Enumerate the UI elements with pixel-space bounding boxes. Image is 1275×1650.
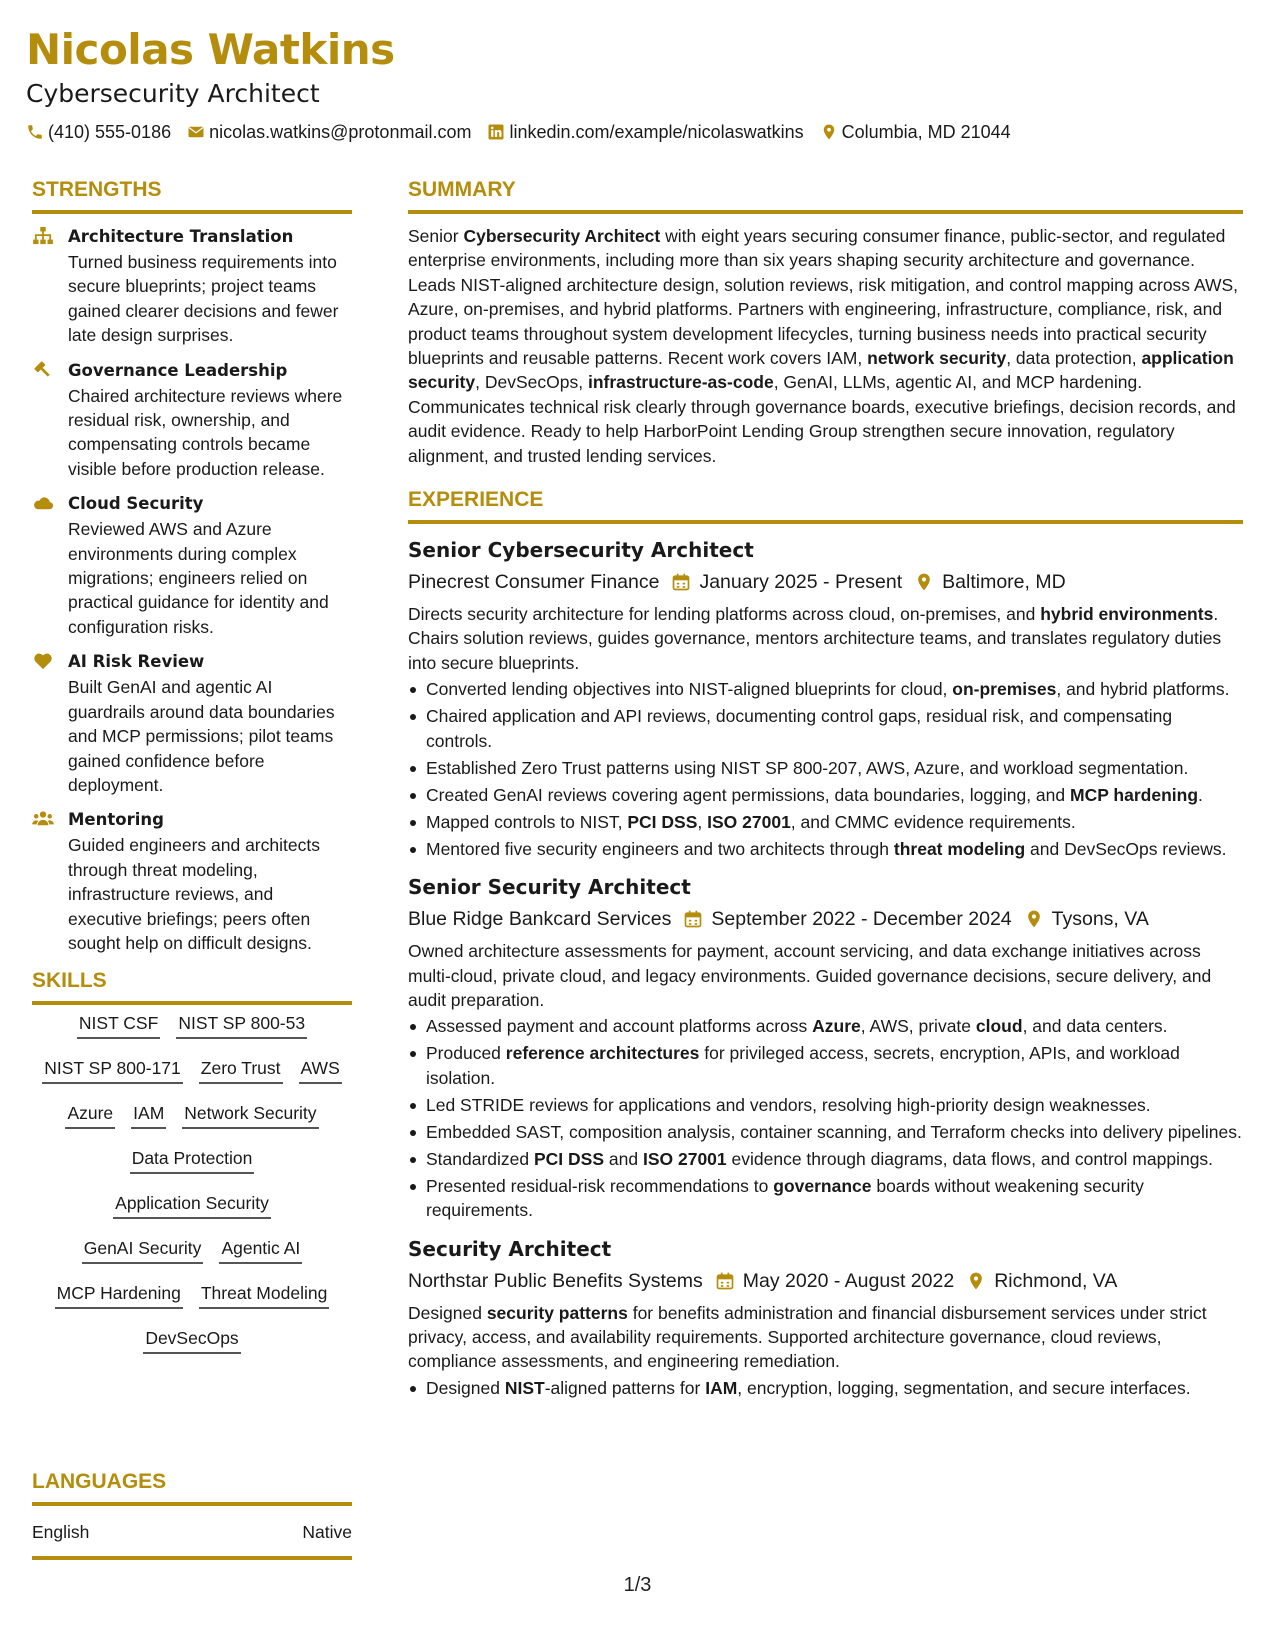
skills-section xyxy=(32,967,352,1371)
heart-icon xyxy=(32,649,68,797)
bullet-item: Led STRIDE reviews for applications and vendors, resolving high-priority design weaknesses. xyxy=(408,1093,1243,1117)
map-pin-icon xyxy=(820,123,838,141)
skill-tag: Network Security xyxy=(182,1101,318,1129)
skill-tag: NIST SP 800-171 xyxy=(42,1056,183,1084)
strength-item xyxy=(32,358,352,482)
map-pin-icon xyxy=(966,1271,986,1291)
bullet-item: Produced reference architectures for privileged access, secrets, encryption, APIs, and workload isolation. xyxy=(408,1041,1243,1090)
strength-title: Governance Leadership xyxy=(68,360,288,380)
cloud-icon xyxy=(32,491,68,639)
resume-header xyxy=(26,24,1246,144)
skill-tag: NIST SP 800-53 xyxy=(176,1011,307,1039)
bullet-item: Mentored five security engineers and two architects through threat modeling and DevSecOps reviews. xyxy=(408,837,1243,861)
bullet-item: Presented residual-risk recommendations to governance boards without weakening security requirements. xyxy=(408,1174,1243,1223)
job-company: Northstar Public Benefits Systems xyxy=(408,1269,703,1292)
job-bullets xyxy=(408,1014,1243,1222)
candidate-name: Nicolas Watkins xyxy=(26,25,395,74)
skill-tag: GenAI Security xyxy=(82,1236,204,1264)
bullet-item: Embedded SAST, composition analysis, container scanning, and Terraform checks into delivery pipelines. xyxy=(408,1120,1243,1144)
summary-text: Senior Cybersecurity Architect with eight years securing consumer finance, public-sector, and regulated enterprise environments, including more than six years shaping security architecture and governance. Leads NIST-aligned architecture design, solution reviews, risk mitigation, and control mapping across AWS, Azure, on-premises, and hybrid platforms. Partners with engineering, infrastructure, compliance, risk, and product teams throughout system development lifecycles, turning business needs into practical security blueprints and reusable patterns. Recent work covers IAM, network security, data protection, application security, DevSecOps, infrastructure-as-code, GenAI, LLMs, agentic AI, and MCP hardening. Communicates technical risk clearly through governance boards, executive briefings, decision records, and audit evidence. Ready to help HarborPoint Lending Group strengthen secure innovation, regulatory alignment, and trusted lending services. xyxy=(408,226,1239,466)
candidate-role: Cybersecurity Architect xyxy=(26,79,320,108)
language-name: English xyxy=(32,1522,90,1542)
calendar-icon xyxy=(683,909,703,929)
job-title: Senior Security Architect xyxy=(408,875,691,900)
strength-title: AI Risk Review xyxy=(68,652,205,672)
job-meta xyxy=(408,905,1243,933)
location-text: Columbia, MD 21044 xyxy=(841,122,1011,142)
language-row xyxy=(32,1520,352,1560)
phone-number: (410) 555-0186 xyxy=(48,122,172,142)
job-location: Baltimore, MD xyxy=(942,571,1066,594)
map-pin-icon xyxy=(914,572,934,592)
job-description: Directs security architecture for lending platforms across cloud, on-premises, and hybrid environments. Chairs solution reviews, guides governance, mentors architecture teams, and translates regulatory duties into secure blueprints. xyxy=(408,604,1222,673)
experience-heading: EXPERIENCE xyxy=(408,486,1243,524)
skill-row xyxy=(32,1326,352,1354)
job-description: Designed security patterns for benefits administration and financial disbursement services under strict privacy, access, and availability requirements. Supported architecture governance, cloud reviews, compliance assessments, and engineering remediation. xyxy=(408,1302,1207,1372)
skill-tag: Azure xyxy=(65,1101,115,1129)
languages-heading: LANGUAGES xyxy=(32,1468,352,1506)
summary-heading: SUMMARY xyxy=(408,176,1243,214)
skill-tag: Data Protection xyxy=(130,1146,255,1174)
job-company: Blue Ridge Bankcard Services xyxy=(408,908,672,931)
skill-tag: IAM xyxy=(131,1101,166,1129)
bullet-item: Designed NIST-aligned patterns for IAM, encryption, logging, segmentation, and secure interfaces. xyxy=(408,1376,1243,1400)
strength-desc: Chaired architecture reviews where residual risk, ownership, and compensating controls became visible before production release. xyxy=(68,385,343,479)
language-level: Native xyxy=(302,1522,352,1542)
experience-section xyxy=(408,486,1243,1400)
contact-location xyxy=(820,120,1011,144)
contact-bar xyxy=(26,120,1246,144)
skill-tag: Agentic AI xyxy=(219,1236,302,1264)
contact-linkedin[interactable] xyxy=(487,120,803,144)
gavel-icon xyxy=(32,358,68,482)
strength-item xyxy=(32,807,352,955)
bullet-item: Mapped controls to NIST, PCI DSS, ISO 27001, and CMMC evidence requirements. xyxy=(408,810,1243,834)
strength-item xyxy=(32,649,352,797)
strength-title: Cloud Security xyxy=(68,494,204,514)
skill-tag: Threat Modeling xyxy=(199,1281,329,1309)
page-number: 1/3 xyxy=(623,1574,652,1596)
skills-list xyxy=(32,1011,352,1371)
job-location: Richmond, VA xyxy=(994,1269,1118,1292)
job-list xyxy=(408,536,1243,1400)
right-column xyxy=(408,176,1243,1403)
phone-icon xyxy=(26,123,44,141)
skill-row xyxy=(32,1191,352,1219)
job-dates: September 2022 - December 2024 xyxy=(711,908,1012,931)
skill-row xyxy=(32,1101,352,1129)
contact-email[interactable] xyxy=(187,120,471,144)
linkedin-icon xyxy=(487,123,505,141)
strengths-list xyxy=(32,224,352,955)
skill-tag: DevSecOps xyxy=(143,1326,240,1354)
skill-row xyxy=(32,1236,352,1264)
skill-row xyxy=(32,1056,352,1084)
skill-tag: MCP Hardening xyxy=(55,1281,183,1309)
bullet-item: Standardized PCI DSS and ISO 27001 evidence through diagrams, data flows, and control mappings. xyxy=(408,1147,1243,1171)
skill-row xyxy=(32,1146,352,1174)
users-icon xyxy=(32,807,68,955)
skill-tag: Application Security xyxy=(113,1191,271,1219)
job-bullets xyxy=(408,1376,1243,1400)
job-meta xyxy=(408,1267,1243,1295)
skill-tag: Zero Trust xyxy=(199,1056,283,1084)
job-company: Pinecrest Consumer Finance xyxy=(408,571,660,594)
skills-heading: SKILLS xyxy=(32,967,352,1005)
strength-title: Architecture Translation xyxy=(68,227,294,246)
strength-desc: Reviewed AWS and Azure environments during complex migrations; engineers relied on practical guidance for identity and configuration risks. xyxy=(68,519,329,637)
left-column xyxy=(32,176,352,1371)
calendar-icon xyxy=(671,572,691,592)
strength-title: Mentoring xyxy=(68,810,164,830)
strength-desc: Guided engineers and architects through threat modeling, infrastructure reviews, and executive briefings; peers often sought help on difficult designs. xyxy=(68,835,320,953)
job-bullets xyxy=(408,677,1243,861)
contact-phone[interactable] xyxy=(26,120,171,144)
job-dates: January 2025 - Present xyxy=(699,571,903,594)
strength-desc: Turned business requirements into secure blueprints; project teams gained clearer decisions and fewer late design surprises. xyxy=(68,252,339,346)
strength-desc: Built GenAI and agentic AI guardrails around data boundaries and MCP permissions; pilot teams gained confidence before deployment. xyxy=(68,677,335,795)
skill-row xyxy=(32,1011,352,1039)
map-pin-icon xyxy=(1024,909,1044,929)
skill-tag: NIST CSF xyxy=(77,1011,160,1039)
sitemap-icon xyxy=(32,224,68,348)
linkedin-url: linkedin.com/example/nicolaswatkins xyxy=(509,122,804,142)
job-title: Senior Cybersecurity Architect xyxy=(408,538,754,563)
bullet-item: Established Zero Trust patterns using NIST SP 800-207, AWS, Azure, and workload segmentation. xyxy=(408,756,1243,780)
languages-section xyxy=(32,1468,352,1560)
bullet-item: Assessed payment and account platforms across Azure, AWS, private cloud, and data centers. xyxy=(408,1014,1243,1038)
job-entry xyxy=(408,873,1243,1222)
job-title: Security Architect xyxy=(408,1236,612,1261)
bullet-item: Converted lending objectives into NIST-aligned blueprints for cloud, on-premises, and hybrid platforms. xyxy=(408,677,1243,701)
email-address: nicolas.watkins@protonmail.com xyxy=(209,122,472,142)
strength-item xyxy=(32,224,352,348)
job-entry xyxy=(408,1235,1243,1401)
strengths-heading: STRENGTHS xyxy=(32,176,352,214)
job-entry xyxy=(408,536,1243,861)
skill-row xyxy=(32,1281,352,1309)
calendar-icon xyxy=(715,1271,735,1291)
job-meta xyxy=(408,568,1243,596)
skill-tag: AWS xyxy=(299,1056,342,1084)
job-location: Tysons, VA xyxy=(1051,908,1149,931)
job-description: Owned architecture assessments for payment, account servicing, and data exchange initiatives across multi-cloud, private cloud, and legacy environments. Guided governance decisions, secure delivery, and audit preparation. xyxy=(408,941,1212,1010)
bullet-item: Chaired application and API reviews, documenting control gaps, residual risk, and compensating controls. xyxy=(408,704,1243,753)
bullet-item: Created GenAI reviews covering agent permissions, data boundaries, logging, and MCP hardening. xyxy=(408,783,1243,807)
strength-item xyxy=(32,491,352,639)
envelope-icon xyxy=(187,123,205,141)
job-dates: May 2020 - August 2022 xyxy=(742,1269,955,1292)
